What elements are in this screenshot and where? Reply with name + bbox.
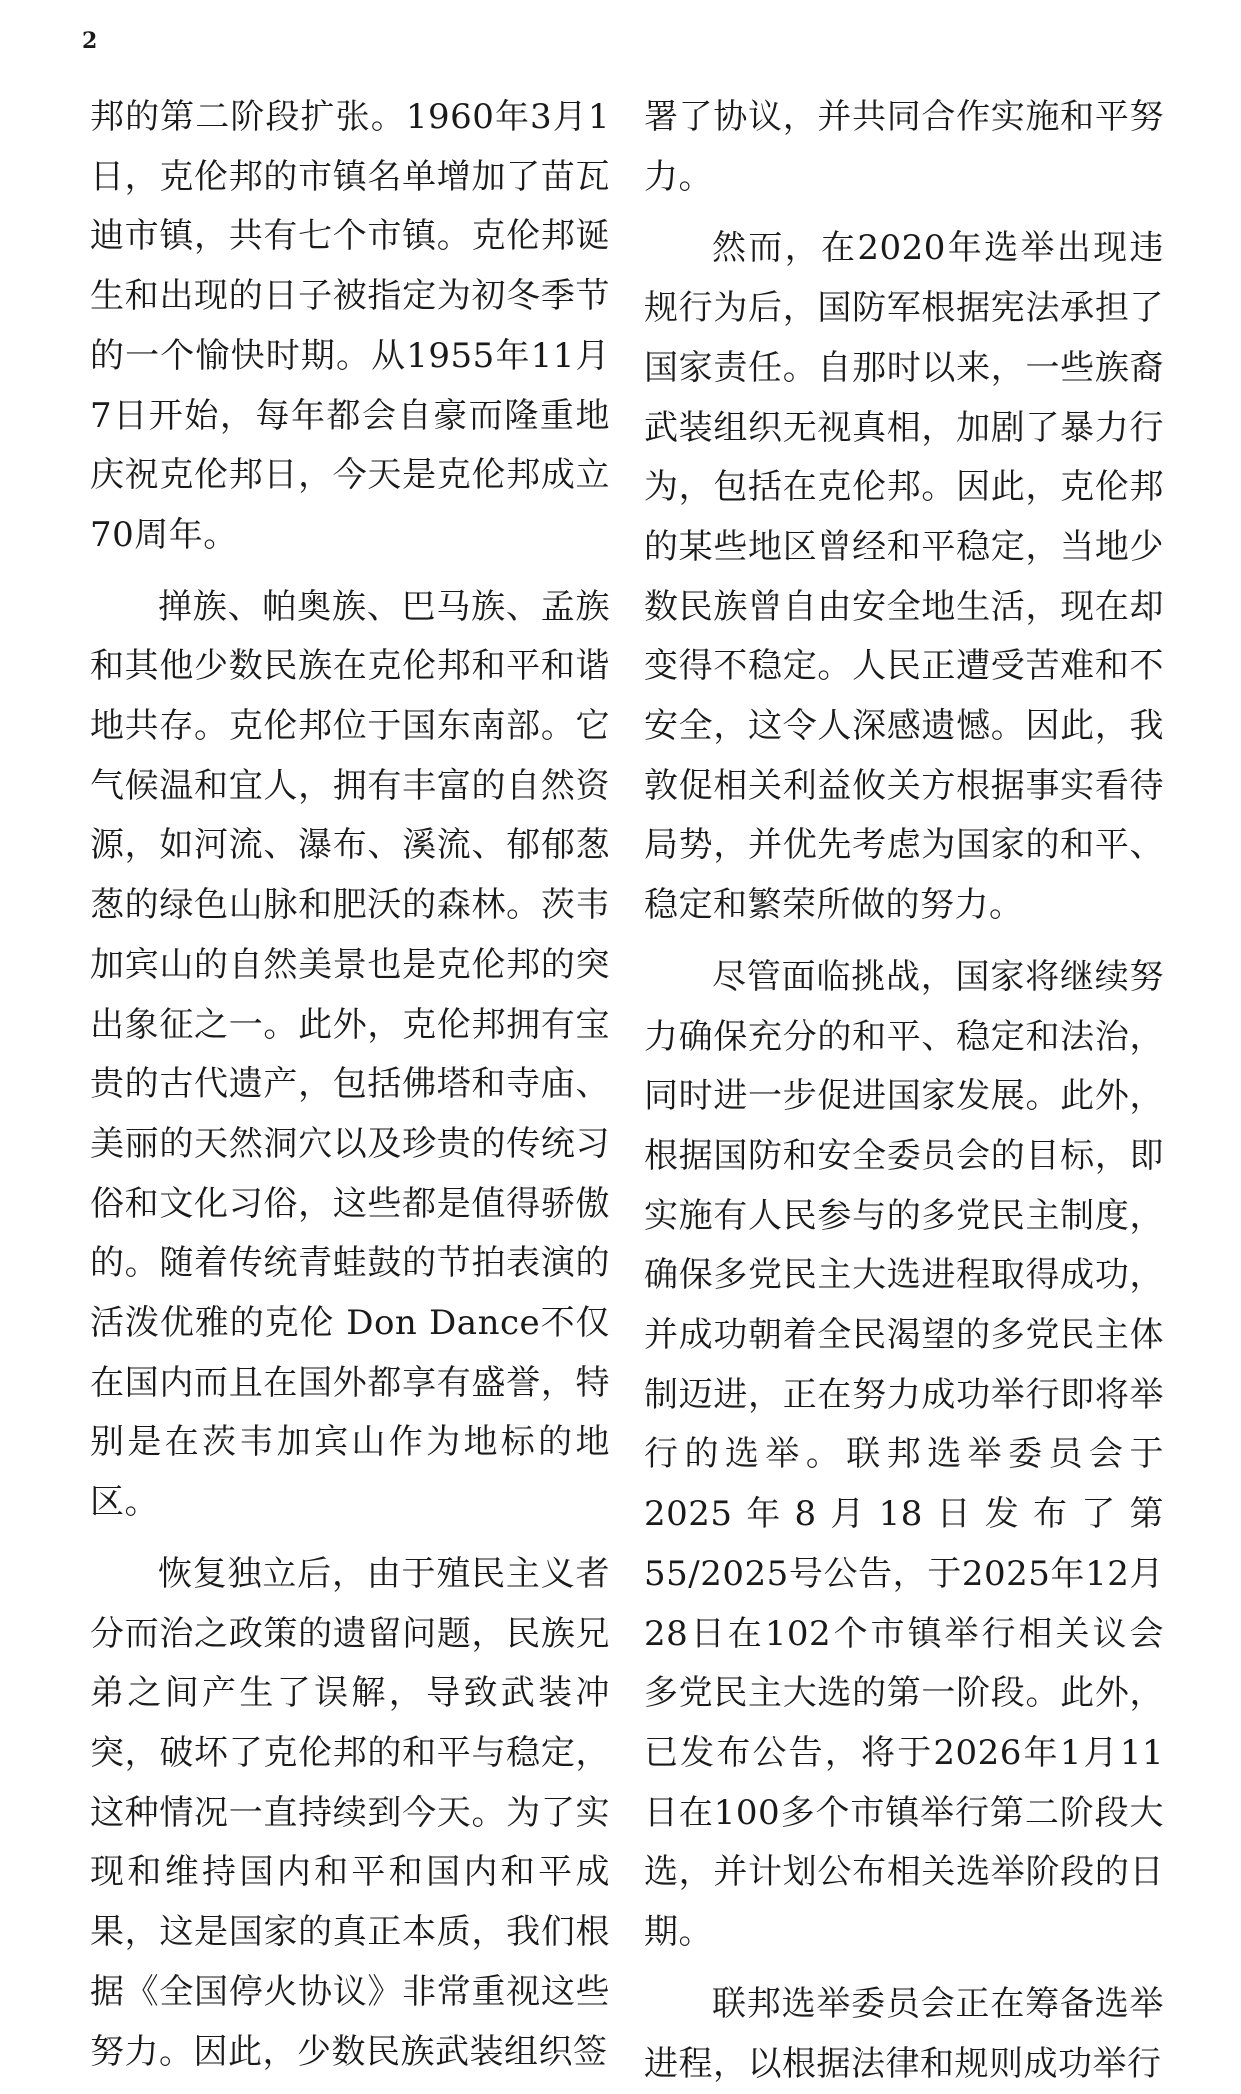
paragraph: 恢复独立后，由于殖民主义者分而治之政策的遗留问题，民族兄弟之间产生了误解，导致武装冲突，破坏了克伦邦的和平与稳定，这种情况一直持续到今天。为了实现和维持国内和平和国内和平成果，这是国家的真正本质，我们根据《全国停火协议》非常重视这些努力。因此，少数民族武装组织签 <box>90 1553 610 2072</box>
paragraph: 邦的第二阶段扩张。1960年3月1日，克伦邦的市镇名单增加了苗瓦迪市镇，共有七个市镇。克伦邦诞生和出现的日子被指定为初冬季节的一个愉快时期。从1955年11月7日开始，每年都会自豪而隆重地庆祝克伦邦日，今天是克伦邦成立70周年。 <box>90 97 610 555</box>
paragraph: 掸族、帕奥族、巴马族、孟族和其他少数民族在克伦邦和平和谐地共存。克伦邦位于国东南部。它气候温和宜人，拥有丰富的自然资源，如河流、瀑布、溪流、郁郁葱葱的绿色山脉和肥沃的森林。茨韦加宾山的自然美景也是克伦邦的突出象征之一。此外，克伦邦拥有宝贵的古代遗产，包括佛塔和寺庙、美丽的天然洞穴以及珍贵的传统习俗和文化习俗，这些都是值得骄傲的。随着传统青蛙鼓的节拍表演的活泼优雅的克伦 Don Dance不仅在国内而且在国外都享有盛誉，特别是在茨韦加宾山作为地标的地区。 <box>90 586 610 1523</box>
paragraph: 联邦选举委员会正在筹备选举进程，以根据法律和规则成功举行 <box>644 1983 1164 2084</box>
paragraph: 然而，在2020年选举出现违规行为后，国防军根据宪法承担了国家责任。自那时以来，一些族裔武装组织无视真相，加剧了暴力行为，包括在克伦邦。因此，克伦邦的某些地区曾经和平稳定，当地少数民族曾自由安全地生活，现在却变得不稳定。人民正遭受苦难和不安全，这令人深感遗憾。因此，我敦促相关利益攸关方根据事实看待局势，并优先考虑为国家的和平、稳定和繁荣所做的努力。 <box>644 228 1164 926</box>
left-column <box>90 88 610 2082</box>
paragraph: 尽管面临挑战，国家将继续努力确保充分的和平、稳定和法治，同时进一步促进国家发展。此外，根据国防和安全委员会的目标，即实施有人民参与的多党民主制度，确保多党民主大选进程取得成功，并成功朝着全民渴望的多党民主体制迈进，正在努力成功举行即将举行的选举。联邦选举委员会于2025年8月18日发布了第55/2025号公告，于2025年12月28日在102个市镇举行相关议会多党民主大选的第一阶段。此外，已发布公告，将于2026年1月11日在100多个市镇举行第二阶段大选，并计划公布相关选举阶段的日期。 <box>644 956 1164 1953</box>
paragraph: 署了协议，并共同合作实施和平努力。 <box>644 97 1164 197</box>
page-number: 2 <box>82 28 98 54</box>
right-column <box>644 88 1164 2094</box>
